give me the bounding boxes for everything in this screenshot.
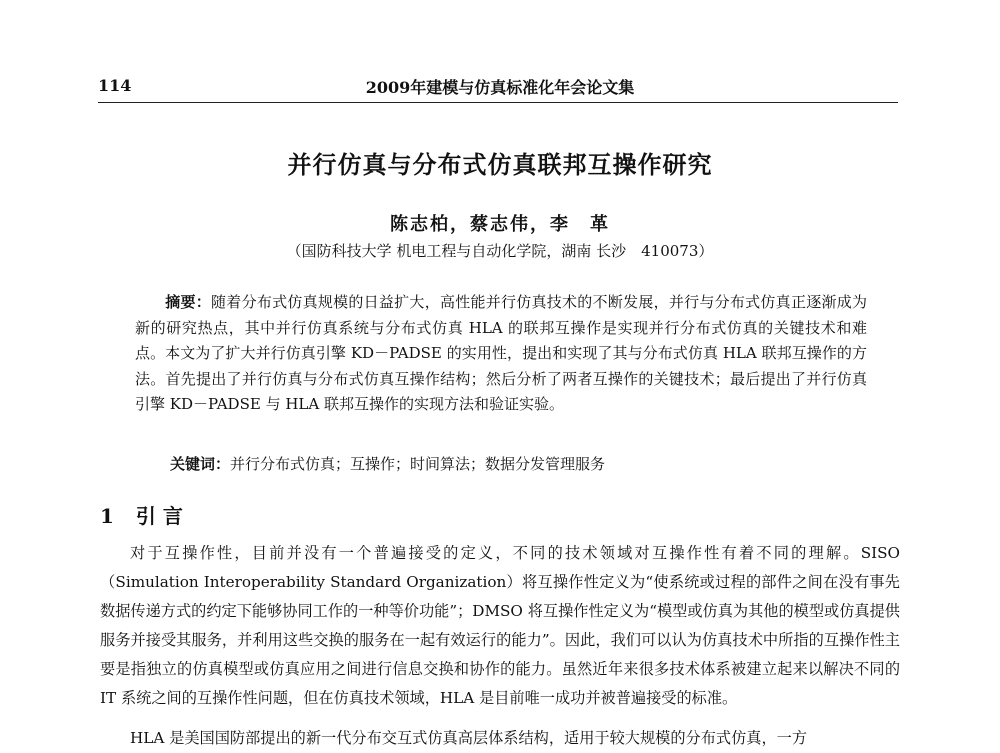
section-heading [100,500,205,529]
body-paragraph-partial: HLA 是美国国防部提出的新一代分布交互式仿真高层体系结构，适用于较大规模的分布式仿真，一方 [130,729,808,747]
header-rule [98,102,898,103]
abstract-label: 摘要： [165,293,212,311]
page-number: 114 [98,76,132,95]
abstract [135,290,867,418]
paper-authors: 陈志柏，蔡志伟，李 革 [390,214,610,235]
running-header: 2009年建模与仿真标准化年会论文集 [365,78,635,97]
keywords [170,453,870,474]
section-body [100,539,900,713]
keywords-text: 并行分布式仿真；互操作；时间算法；数据分发管理服务 [230,455,606,473]
paper-affiliation: （国防科技大学 机电工程与自动化学院，湖南 长沙 410073） [286,242,714,260]
section-title: 引 言 [135,504,183,528]
paper-title: 并行仿真与分布式仿真联邦互操作研究 [287,150,713,179]
keywords-label: 关键词： [170,455,231,473]
section-number: 1 [100,504,114,528]
body-paragraph: 对于互操作性，目前并没有一个普遍接受的定义，不同的技术领域对互操作性有着不同的理解。SISO（Simulation Interoperability Standard Organization）将互操作性定义为“使系统或过程的部件之间在没有事先数据传递方式的约定下能够协同工作的一种等价功能”；DMSO 将互操作性定义为“模型或仿真为其他的模型或仿真提供服务并接受其服务，并利用这些交换的服务在一起有效运行的能力”。因此，我们可以认为仿真技术中所指的互操作性主要是指独立的仿真模型或仿真应用之间进行信息交换和协作的能力。虽然近年来很多技术体系被建立起来以解决不同的 IT 系统之间的互操作性问题，但在仿真技术领域，HLA 是目前唯一成功并被普遍接受的标准。 [100,544,900,707]
abstract-text: 随着分布式仿真规模的日益扩大，高性能并行仿真技术的不断发展，并行与分布式仿真正逐渐成为新的研究热点，其中并行仿真系统与分布式仿真 HLA 的联邦互操作是实现并行分布式仿真的关键技术和难点。本文为了扩大并行仿真引擎 KD－PADSE 的实用性，提出和实现了其与分布式仿真 HLA 联邦互操作的方法。首先提出了并行仿真与分布式仿真互操作结构；然后分析了两者互操作的关键技术；最后提出了并行仿真引擎 KD－PADSE 与 HLA 联邦互操作的实现方法和验证实验。 [135,293,867,413]
